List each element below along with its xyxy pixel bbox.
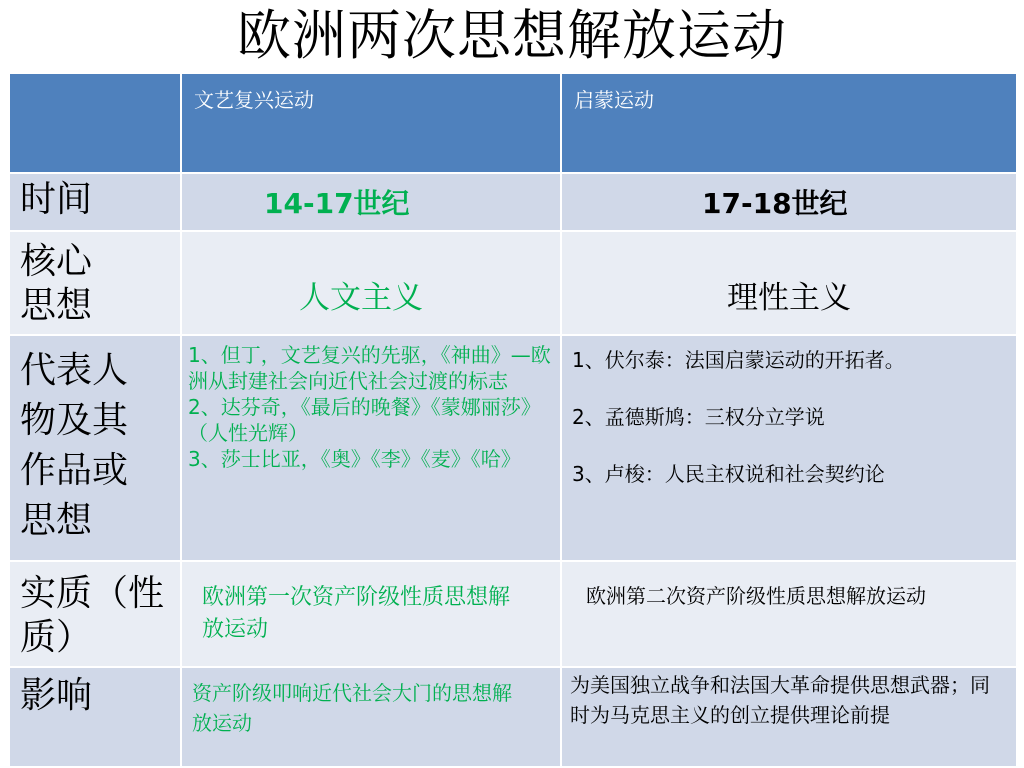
renaissance-person-1: 1、但丁，文艺复兴的先驱，《神曲》—欧洲从封建社会向近代社会过渡的标志 — [188, 343, 551, 393]
row-label-core: 核心思想 — [9, 231, 181, 335]
core-enlightenment: 理性主义 — [561, 231, 1017, 335]
row-label-time: 时间 — [9, 173, 181, 231]
core-renaissance: 人文主义 — [181, 231, 561, 335]
header-renaissance: 文艺复兴运动 — [181, 73, 561, 173]
row-impact — [9, 667, 1017, 767]
page-title: 欧洲两次思想解放运动 — [237, 4, 787, 67]
row-people — [9, 335, 1017, 561]
time-renaissance: 14-17世纪 — [181, 173, 561, 231]
people-renaissance — [181, 335, 561, 561]
comparison-table — [8, 72, 1018, 768]
impact-renaissance: 资产阶级叩响近代社会大门的思想解放运动 — [181, 667, 561, 767]
time-enlightenment: 17-18世纪 — [561, 173, 1017, 231]
enlightenment-person-3: 3、卢梭：人民主权说和社会契约论 — [572, 462, 885, 486]
row-label-impact: 影响 — [9, 667, 181, 767]
essence-renaissance: 欧洲第一次资产阶级性质思想解放运动 — [181, 561, 561, 667]
essence-enlightenment: 欧洲第二次资产阶级性质思想解放运动 — [561, 561, 1017, 667]
header-row — [9, 73, 1017, 173]
row-label-essence: 实质（性质） — [9, 561, 181, 667]
impact-enlightenment: 为美国独立战争和法国大革命提供思想武器；同时为马克思主义的创立提供理论前提 — [561, 667, 1017, 767]
renaissance-person-3: 3、莎士比亚，《奥》《李》《麦》《哈》 — [188, 447, 521, 471]
header-empty-cell — [9, 73, 181, 173]
row-essence — [9, 561, 1017, 667]
row-core — [9, 231, 1017, 335]
renaissance-person-2: 2、达芬奇，《最后的晚餐》《蒙娜丽莎》（人性光辉） — [188, 395, 541, 445]
row-time — [9, 173, 1017, 231]
header-enlightenment: 启蒙运动 — [561, 73, 1017, 173]
row-label-people: 代表人物及其作品或思想 — [9, 335, 181, 561]
people-enlightenment — [561, 335, 1017, 561]
enlightenment-person-2: 2、孟德斯鸠：三权分立学说 — [572, 405, 825, 429]
enlightenment-person-1: 1、伏尔泰：法国启蒙运动的开拓者。 — [572, 348, 905, 372]
